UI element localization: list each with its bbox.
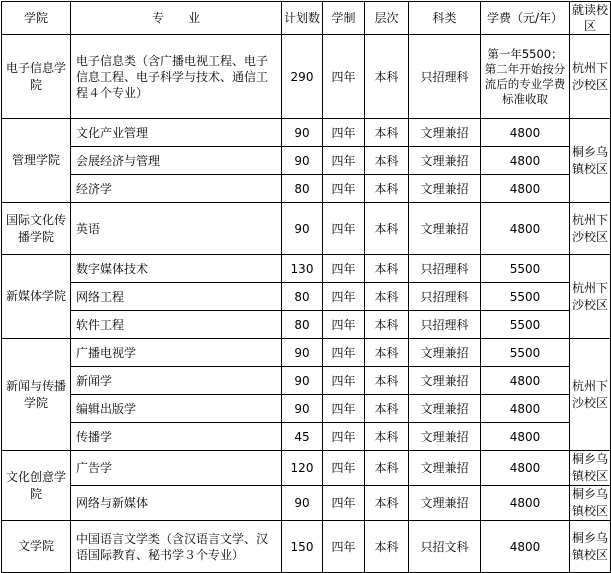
plan-cell: 45 — [282, 423, 323, 451]
plan-cell: 120 — [282, 451, 323, 486]
campus-cell: 桐乡乌镇校区 — [570, 451, 611, 486]
fee-cell: 4800 — [481, 395, 570, 423]
category-cell: 文理兼招 — [409, 203, 481, 255]
level-cell: 本科 — [365, 486, 409, 521]
major-cell: 新闻学 — [71, 367, 282, 395]
fee-cell: 4800 — [481, 486, 570, 521]
plan-cell: 90 — [282, 486, 323, 521]
table-row — [2, 486, 611, 521]
fee-cell: 第一年5500；第二年开始按分流后的专业学费标准收取 — [481, 35, 570, 119]
table-row — [2, 175, 611, 203]
category-cell: 只招文科 — [409, 521, 481, 573]
header-college: 学院 — [2, 2, 71, 35]
level-cell: 本科 — [365, 255, 409, 283]
level-cell: 本科 — [365, 203, 409, 255]
duration-cell: 四年 — [323, 255, 365, 283]
header-plan: 计划数 — [282, 2, 323, 35]
college-cell: 电子信息学院 — [2, 35, 71, 119]
college-cell: 管理学院 — [2, 119, 71, 203]
header-fee: 学费（元/年） — [481, 2, 570, 35]
level-cell: 本科 — [365, 311, 409, 339]
duration-cell: 四年 — [323, 147, 365, 175]
campus-cell: 桐乡乌镇校区 — [570, 521, 611, 573]
duration-cell: 四年 — [323, 175, 365, 203]
level-cell: 本科 — [365, 147, 409, 175]
table-row — [2, 423, 611, 451]
enrollment-plan-table — [1, 1, 611, 573]
college-cell: 国际文化传播学院 — [2, 203, 71, 255]
college-cell: 新媒体学院 — [2, 255, 71, 339]
duration-cell: 四年 — [323, 423, 365, 451]
major-cell: 网络与新媒体 — [71, 486, 282, 521]
major-cell: 传播学 — [71, 423, 282, 451]
plan-cell: 90 — [282, 147, 323, 175]
level-cell: 本科 — [365, 423, 409, 451]
duration-cell: 四年 — [323, 203, 365, 255]
fee-cell: 5500 — [481, 283, 570, 311]
campus-cell: 桐乡乌镇校区 — [570, 486, 611, 521]
header-level: 层次 — [365, 2, 409, 35]
fee-cell: 4800 — [481, 175, 570, 203]
header-category: 科类 — [409, 2, 481, 35]
major-cell: 软件工程 — [71, 311, 282, 339]
level-cell: 本科 — [365, 521, 409, 573]
college-cell: 文学院 — [2, 521, 71, 573]
fee-cell: 5500 — [481, 311, 570, 339]
plan-cell: 90 — [282, 339, 323, 367]
major-cell: 经济学 — [71, 175, 282, 203]
duration-cell: 四年 — [323, 311, 365, 339]
duration-cell: 四年 — [323, 283, 365, 311]
plan-cell: 290 — [282, 35, 323, 119]
category-cell: 只招理科 — [409, 255, 481, 283]
table-row — [2, 311, 611, 339]
major-cell: 电子信息类（含广播电视工程、电子信息工程、电子科学与技术、通信工程４个专业） — [71, 35, 282, 119]
plan-cell: 90 — [282, 367, 323, 395]
level-cell: 本科 — [365, 451, 409, 486]
duration-cell: 四年 — [323, 367, 365, 395]
duration-cell: 四年 — [323, 395, 365, 423]
campus-cell: 杭州下沙校区 — [570, 203, 611, 255]
table-row — [2, 339, 611, 367]
level-cell: 本科 — [365, 175, 409, 203]
fee-cell: 4800 — [481, 203, 570, 255]
duration-cell: 四年 — [323, 119, 365, 147]
major-cell: 数字媒体技术 — [71, 255, 282, 283]
campus-cell: 杭州下沙校区 — [570, 339, 611, 451]
category-cell: 只招理科 — [409, 311, 481, 339]
category-cell: 文理兼招 — [409, 486, 481, 521]
fee-cell: 5500 — [481, 339, 570, 367]
fee-cell: 4800 — [481, 147, 570, 175]
level-cell: 本科 — [365, 367, 409, 395]
category-cell: 文理兼招 — [409, 147, 481, 175]
plan-cell: 90 — [282, 119, 323, 147]
major-cell: 网络工程 — [71, 283, 282, 311]
duration-cell: 四年 — [323, 339, 365, 367]
category-cell: 只招理科 — [409, 35, 481, 119]
category-cell: 文理兼招 — [409, 367, 481, 395]
duration-cell: 四年 — [323, 35, 365, 119]
major-cell: 广告学 — [71, 451, 282, 486]
table-row — [2, 119, 611, 147]
header-campus: 就读校区 — [570, 2, 611, 35]
table-row — [2, 35, 611, 119]
table-row — [2, 451, 611, 486]
level-cell: 本科 — [365, 119, 409, 147]
plan-cell: 80 — [282, 311, 323, 339]
major-cell: 编辑出版学 — [71, 395, 282, 423]
level-cell: 本科 — [365, 395, 409, 423]
fee-cell: 4800 — [481, 423, 570, 451]
fee-cell: 4800 — [481, 521, 570, 573]
category-cell: 文理兼招 — [409, 395, 481, 423]
table-row — [2, 367, 611, 395]
campus-cell: 杭州下沙校区 — [570, 255, 611, 339]
table-row — [2, 147, 611, 175]
duration-cell: 四年 — [323, 521, 365, 573]
header-major: 专 业 — [71, 2, 282, 35]
table-row — [2, 255, 611, 283]
plan-cell: 90 — [282, 203, 323, 255]
table-row — [2, 203, 611, 255]
fee-cell: 4800 — [481, 451, 570, 486]
header-duration: 学制 — [323, 2, 365, 35]
plan-cell: 130 — [282, 255, 323, 283]
duration-cell: 四年 — [323, 486, 365, 521]
level-cell: 本科 — [365, 35, 409, 119]
college-cell: 文化创意学院 — [2, 451, 71, 521]
fee-cell: 5500 — [481, 255, 570, 283]
college-cell: 新闻与传播学院 — [2, 339, 71, 451]
category-cell: 文理兼招 — [409, 339, 481, 367]
major-cell: 会展经济与管理 — [71, 147, 282, 175]
major-cell: 中国语言文学类（含汉语言文学、汉语国际教育、秘书学３个专业） — [71, 521, 282, 573]
major-cell: 英语 — [71, 203, 282, 255]
level-cell: 本科 — [365, 339, 409, 367]
category-cell: 文理兼招 — [409, 451, 481, 486]
duration-cell: 四年 — [323, 451, 365, 486]
major-cell: 文化产业管理 — [71, 119, 282, 147]
plan-cell: 90 — [282, 395, 323, 423]
table-row — [2, 395, 611, 423]
campus-cell: 桐乡乌镇校区 — [570, 119, 611, 203]
plan-cell: 80 — [282, 175, 323, 203]
plan-cell: 80 — [282, 283, 323, 311]
plan-cell: 150 — [282, 521, 323, 573]
campus-cell: 杭州下沙校区 — [570, 35, 611, 119]
table-row — [2, 283, 611, 311]
level-cell: 本科 — [365, 283, 409, 311]
header-row — [2, 2, 611, 35]
category-cell: 只招理科 — [409, 283, 481, 311]
table-row — [2, 521, 611, 573]
fee-cell: 4800 — [481, 119, 570, 147]
category-cell: 文理兼招 — [409, 175, 481, 203]
category-cell: 文理兼招 — [409, 119, 481, 147]
major-cell: 广播电视学 — [71, 339, 282, 367]
fee-cell: 4800 — [481, 367, 570, 395]
category-cell: 文理兼招 — [409, 423, 481, 451]
